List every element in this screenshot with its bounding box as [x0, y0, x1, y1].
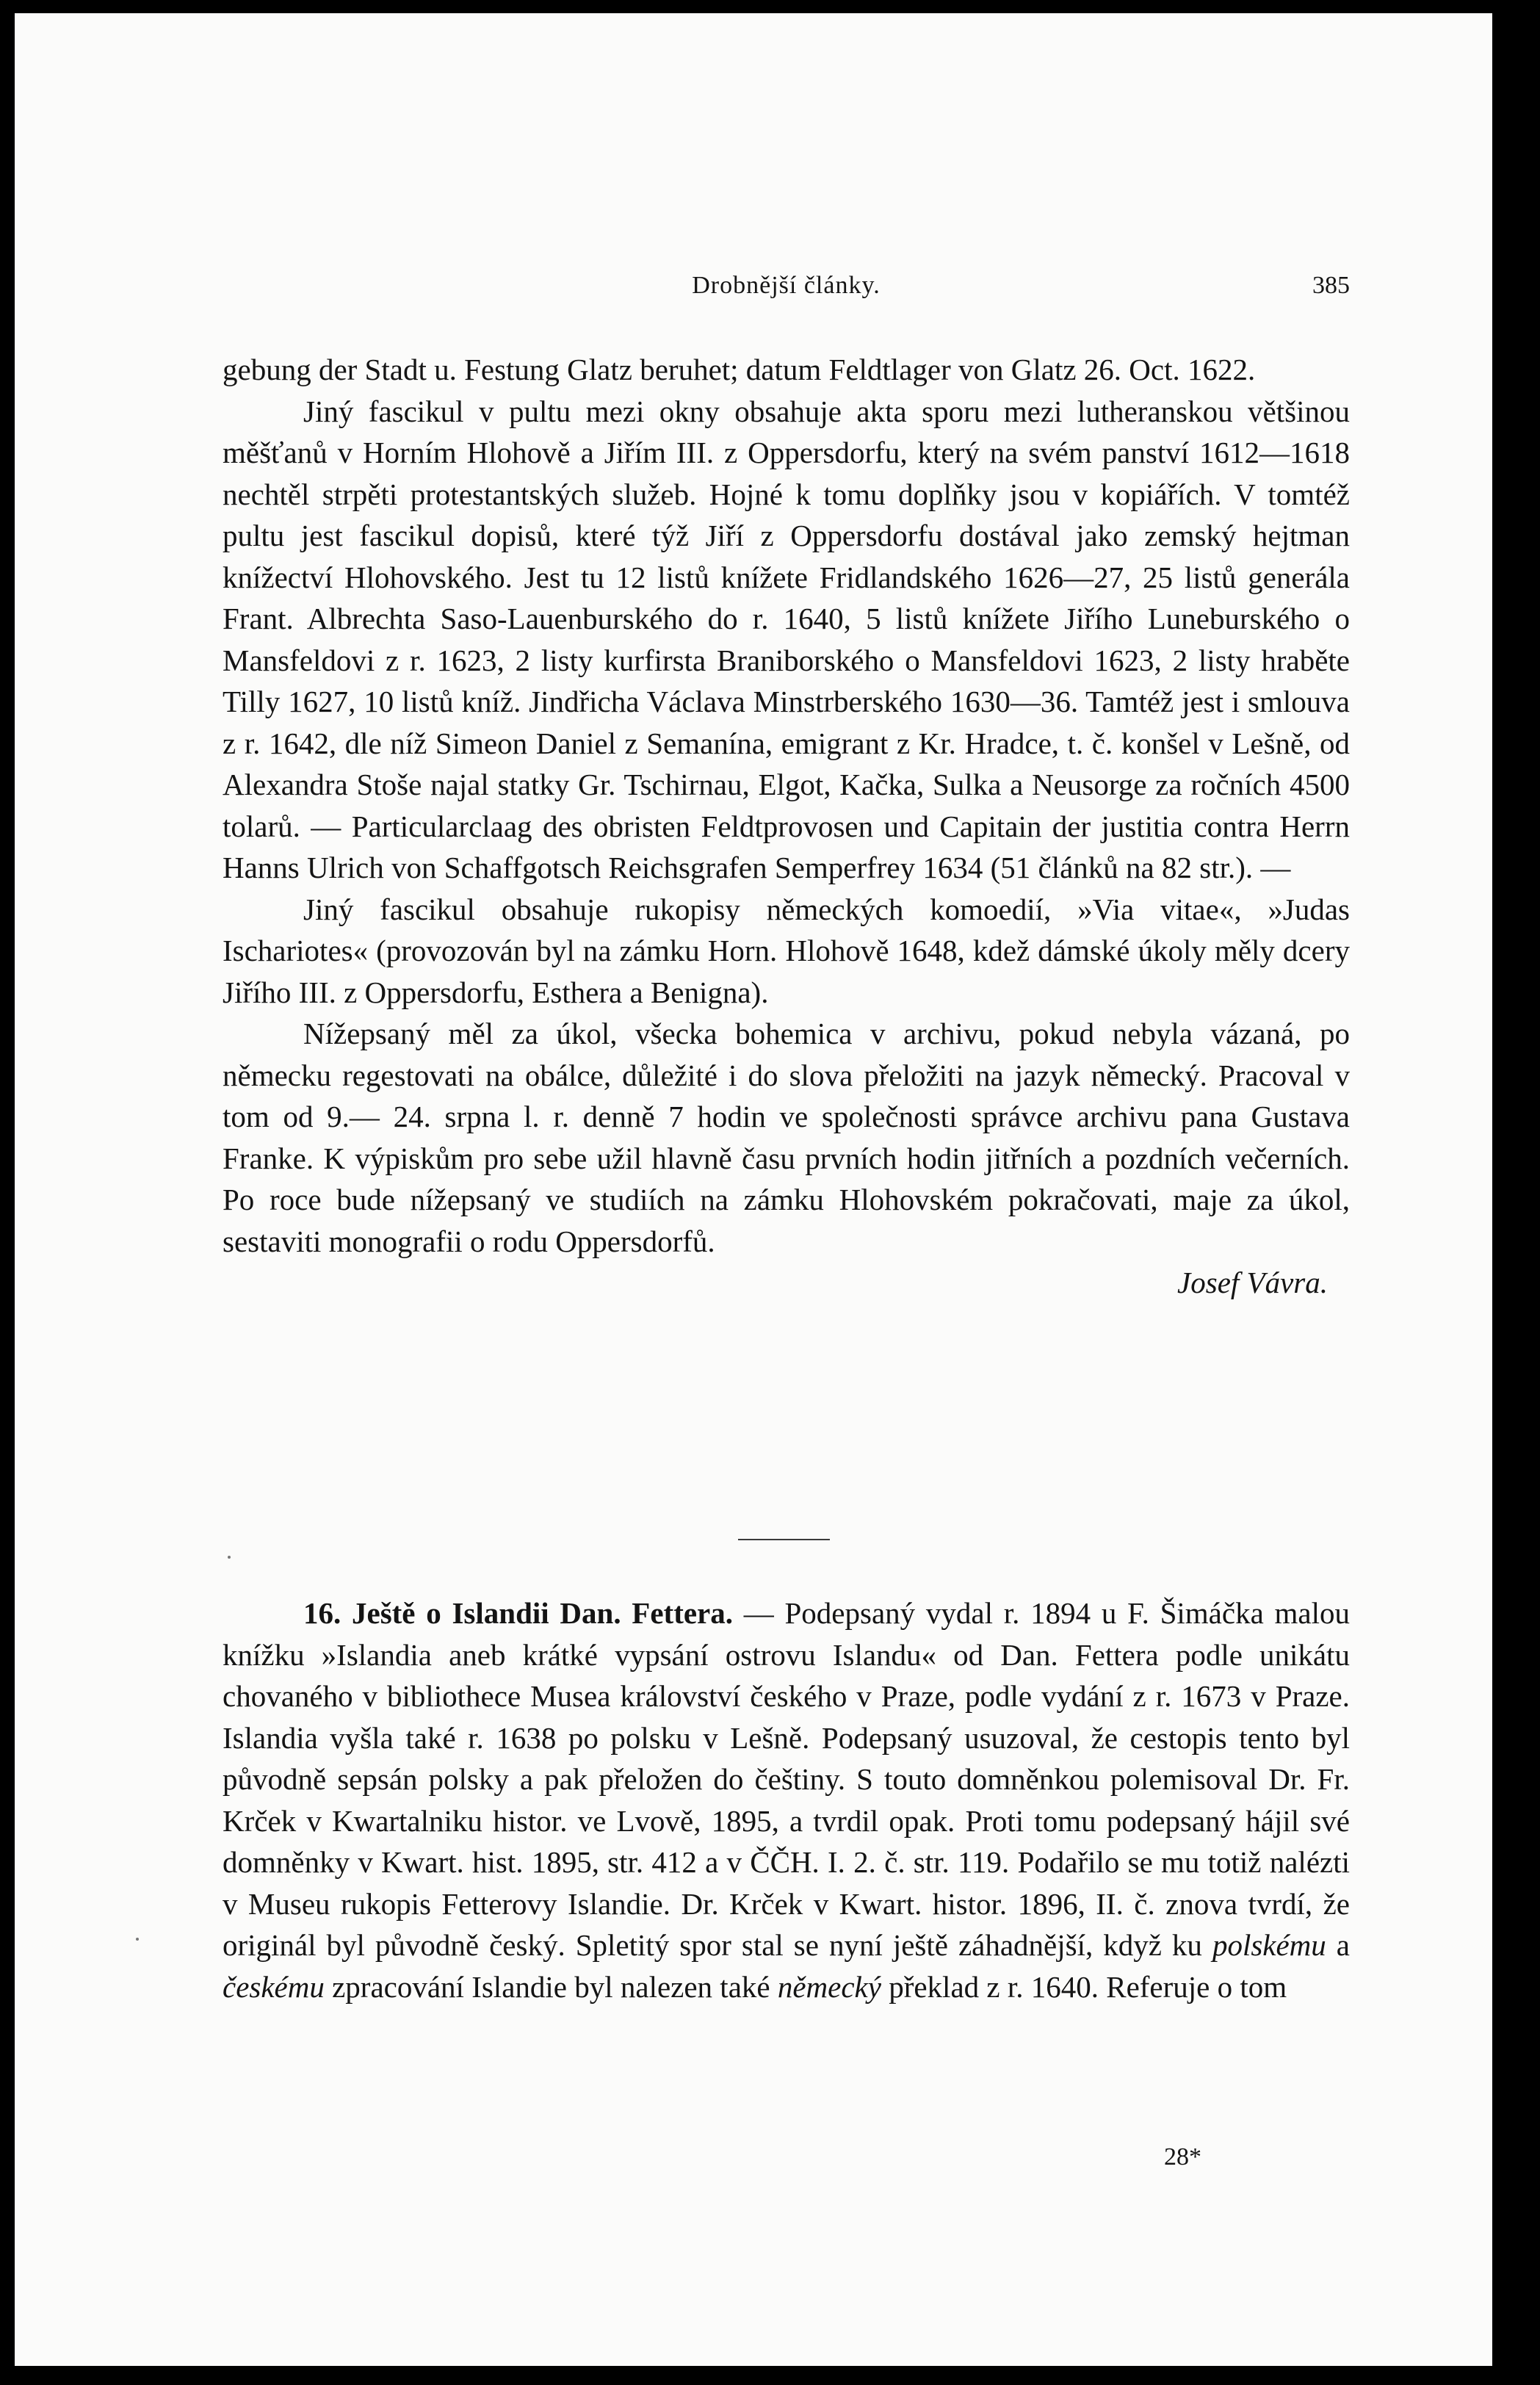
scan-speck	[228, 1556, 231, 1559]
article-15-continuation	[223, 349, 1350, 1304]
scan-speck	[136, 1938, 139, 1941]
article-16	[223, 1592, 1350, 2007]
paragraph: Nížepsaný měl za úkol, všecka bohemica v archivu, pokud nebyla vázaná, po německu regestovati na obálce, důležité i do slova přeložiti na jazyk německý. Pracoval v tom od 9.— 24. srpna l. r. denně 7 hodin ve společnosti správce archivu pana Gustava Franke. K výpiskům pro sebe užil hlavně času prvních hodin jitřních a pozdních večerních. Po roce bude nížepsaný ve studiích na zámku Hlohovském pokračovati, maje za úkol, sestaviti monografii o rodu Oppersdorfů.	[223, 1017, 1350, 1258]
running-title: Drobnější články.	[692, 272, 881, 299]
emphasis: českému	[223, 1969, 325, 2004]
section-heading: 16. Ještě o Islandii Dan. Fettera.	[303, 1596, 734, 1630]
paragraph: Jiný fascikul obsahuje rukopisy německých komoedií, »Via vitae«, »Judas Ischariotes« (provozován byl na zámku Horn. Hlohově 1648, kdež dámské úkoly měly dcery Jiřího III. z Oppersdorfu, Esthera a Benigna).	[223, 892, 1350, 1009]
text-run: — Podepsaný vydal r. 1894 u F. Šimáčka malou knížku »Islandia aneb krátké vypsání ostrovu Islandu« od Dan. Fettera podle unikátu chovaného v bibliothece Musea království českého v Praze, podle vydání z r. 1673 v Praze. Islandia vyšla také r. 1638 po polsku v Lešně. Podepsaný usuzoval, že cestopis tento byl původně sepsán polsky a pak přeložen do češtiny. S touto domněnkou polemisoval Dr. Fr. Krček v Kwartalniku histor. ve Lvově, 1895, a tvrdil opak. Proti tomu podepsaný hájil své domněnky v Kwart. hist. 1895, str. 412 a v ČČH. I. 2. č. str. 119. Podařilo se mu totiž nalézti v Museu rukopis Fetterovy Islandie. Dr. Krček v Kwart. histor. 1896, II. č. znova tvrdí, že originál byl původně český. Spletitý spor stal se nyní ještě záhadnější, když ku	[223, 1596, 1350, 1962]
text-run: překlad z r. 1640. Referuje o tom	[881, 1969, 1287, 2004]
text-run: zpracování Islandie byl nalezen také	[324, 1969, 778, 2004]
paragraph: gebung der Stadt u. Festung Glatz beruhet; datum Feldtlager von Glatz 26. Oct. 1622.	[223, 353, 1256, 386]
signature-mark: 28*	[1164, 2143, 1201, 2171]
page-number: 385	[1312, 272, 1350, 299]
emphasis: německý	[777, 1969, 881, 2004]
paragraph	[223, 1592, 1350, 2007]
emphasis: polskému	[1212, 1928, 1326, 1962]
text-run: a	[1326, 1928, 1350, 1962]
scanned-page	[15, 13, 1492, 2366]
section-divider	[738, 1539, 830, 1540]
author-signature: Josef Vávra.	[1177, 1266, 1328, 1299]
page-header	[223, 272, 1350, 309]
paragraph: Jiný fascikul v pultu mezi okny obsahuje akta sporu mezi lutheranskou většinou měšťanů v Horním Hlohově a Jiřím III. z Oppersdorfu, který na svém panství 1612—1618 nechtěl strpěti protestantských služeb. Hojné k tomu doplňky jsou v kopiářích. V tomtéž pultu jest fascikul dopisů, které týž Jiří z Oppersdorfu dostával jako zemský hejtman knížectví Hlohovského. Jest tu 12 listů knížete Fridlandského 1626—27, 25 listů generála Frant. Albrechta Saso-Lauenburského do r. 1640, 5 listů knížete Jiřího Luneburského o Mansfeldovi z r. 1623, 2 listy kurfirsta Braniborského o Mansfeldovi 1623, 2 listy hraběte Tilly 1627, 10 listů kníž. Jindřicha Václava Minstrberského 1630—36. Tamtéž jest i smlouva z r. 1642, dle níž Simeon Daniel z Semanína, emigrant z Kr. Hradce, t. č. konšel v Lešně, od Alexandra Stoše najal statky Gr. Tschirnau, Elgot, Kačka, Sulka a Neusorge za ročních 4500 tolarů. — Particularclaag des obristen Feldtprovosen und Capitain der justitia contra Herrn Hanns Ulrich von Schaffgotsch Reichsgrafen Semperfrey 1634 (51 článků na 82 str.). —	[223, 394, 1350, 884]
